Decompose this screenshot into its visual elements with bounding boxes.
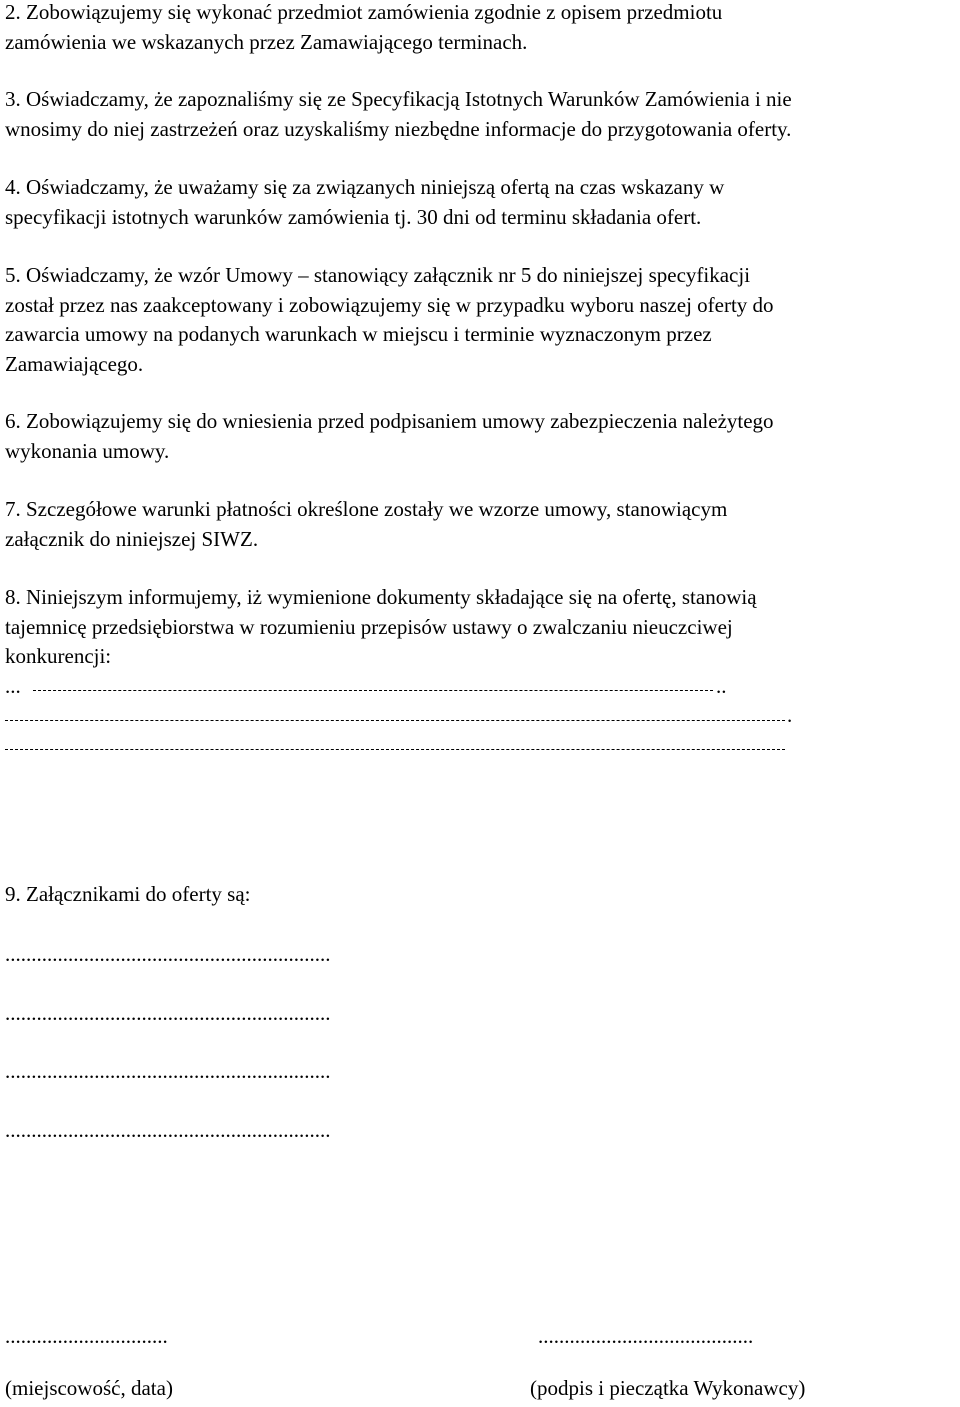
point-5-line-1: 5. Oświadczamy, że wzór Umowy – stanowiący załącznik nr 5 do niniejszej specyfikacji [5, 263, 751, 287]
point-2-line-2: zamówienia we wskazanych przez Zamawiającego terminach. [5, 29, 528, 54]
point-3-line-2: wnosimy do niej zastrzeżeń oraz uzyskaliśmy niezbędne informacje do przygotowania oferty. [5, 116, 792, 141]
fill-line-1-end: .. [716, 674, 727, 698]
point-6-line-1: 6. Zobowiązujemy się do wniesienia przed podpisaniem umowy zabezpieczenia należytego [5, 409, 774, 433]
point-9 [5, 880, 960, 910]
point-5-line-2: został przez nas zaakceptowany i zobowiązujemy się w przypadku wyboru naszej oferty do [5, 292, 774, 317]
point-6-line-2: wykonania umowy. [5, 438, 170, 463]
point-4-line-1: 4. Oświadczamy, że uważamy się za związanych niniejszą ofertą na czas wskazany w [5, 175, 725, 199]
point-8-line-2: tajemnicę przedsiębiorstwa w rozumieniu przepisów ustawy o zwalczaniu nieuczciwej [5, 614, 733, 639]
fill-line-1 [33, 690, 713, 691]
attachment-line-4: .............................................................. [5, 1118, 331, 1142]
fill-line-3 [5, 749, 785, 750]
point-5-line-4: Zamawiającego. [5, 351, 144, 376]
attachment-line-3: .............................................................. [5, 1059, 331, 1083]
fill-line-2-end: . [787, 703, 793, 727]
point-3-line-1: 3. Oświadczamy, że zapoznaliśmy się ze Specyfikacją Istotnych Warunków Zamówienia i nie [5, 87, 792, 111]
signature-label: (podpis i pieczątka Wykonawcy) [530, 1376, 806, 1400]
point-8-line-3: konkurencji: [5, 644, 112, 668]
point-5-line-3: zawarcia umowy na podanych warunkach w miejscu i terminie wyznaczonym przez [5, 322, 712, 346]
point-7-line-2: załącznik do niniejszej SIWZ. [5, 526, 259, 551]
signature-dots: ......................................... [538, 1324, 754, 1348]
point-8-line-1: 8. Niniejszym informujemy, iż wymienione dokumenty składające się na ofertę, stanowią [5, 585, 757, 609]
place-date-label: (miejscowość, data) [5, 1376, 173, 1400]
fill-line-2 [5, 720, 785, 721]
point-6 [5, 407, 960, 466]
attachment-line-2: .............................................................. [5, 1001, 331, 1025]
point-4 [5, 173, 960, 232]
point-7-line-1: 7. Szczegółowe warunki płatności określone zostały we wzorze umowy, stanowiącym [5, 497, 728, 521]
point-8 [5, 583, 960, 672]
point-9-heading: 9. Załącznikami do oferty są: [5, 882, 251, 906]
point-2 [5, 0, 960, 57]
point-4-line-2: specyfikacji istotnych warunków zamówienia tj. 30 dni od terminu składania ofert. [5, 204, 702, 229]
point-7 [5, 495, 960, 554]
point-2-line-1: 2. Zobowiązujemy się wykonać przedmiot zamówienia zgodnie z opisem przedmiotu [5, 0, 723, 24]
point-3 [5, 85, 960, 144]
fill-line-1-start: ... [5, 674, 21, 698]
place-date-dots: ............................... [5, 1324, 168, 1348]
attachment-line-1: .............................................................. [5, 942, 331, 966]
point-5 [5, 261, 960, 379]
